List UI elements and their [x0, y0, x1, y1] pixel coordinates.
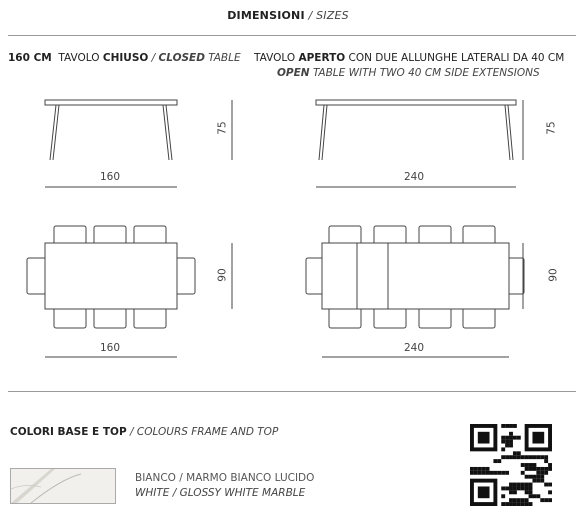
colors-title-italic: COLOURS FRAME AND TOP: [136, 426, 279, 438]
title-italic: SIZES: [316, 9, 349, 22]
closed-label-b: CHIUSO: [102, 52, 149, 64]
middle-divider: [8, 391, 576, 392]
open-line1-c: CON DUE ALLUNGHE LATERALI DA 40 CM: [348, 52, 565, 64]
open-depth-label: 90: [547, 268, 560, 282]
closed-width-label: 160: [100, 171, 121, 183]
title-bold: DIMENSIONI: [227, 9, 305, 22]
color-name-it: BIANCO / MARMO BIANCO LUCIDO: [135, 472, 315, 484]
open-line2-b: TABLE WITH TWO 40 CM SIDE EXTENSIONS: [312, 67, 540, 79]
qr-code-icon: [470, 424, 552, 506]
closed-width-label-top: 160: [100, 342, 121, 354]
open-width-label-top: 240: [404, 342, 425, 354]
closed-label-c: CLOSED: [158, 52, 205, 64]
closed-side-view: [45, 100, 232, 187]
open-line1-a: TAVOLO: [254, 52, 296, 64]
closed-label-d: TABLE: [208, 52, 241, 64]
open-line2-a: OPEN: [277, 67, 310, 79]
marble-swatch: [10, 468, 116, 504]
closed-caption: 160 CM TAVOLO CHIUSO / CLOSED TABLE: [8, 52, 241, 64]
closed-depth-label: 90: [216, 268, 229, 282]
closed-label-a: TAVOLO: [58, 52, 100, 64]
colors-title-bold: COLORI BASE E TOP: [10, 426, 127, 438]
color-name-en: WHITE / GLOSSY WHITE MARBLE: [135, 487, 306, 499]
open-height-label: 75: [545, 121, 558, 135]
closed-top-view: [27, 226, 232, 357]
closed-height-label: 75: [216, 121, 229, 135]
closed-size: 160 CM: [8, 52, 52, 64]
page-title: DIMENSIONI / SIZES: [227, 9, 349, 22]
colors-title: COLORI BASE E TOP / COLOURS FRAME AND TOP: [10, 426, 279, 438]
open-line1-b: APERTO: [298, 52, 346, 64]
open-top-view: [306, 226, 524, 357]
open-width-label: 240: [404, 171, 425, 183]
